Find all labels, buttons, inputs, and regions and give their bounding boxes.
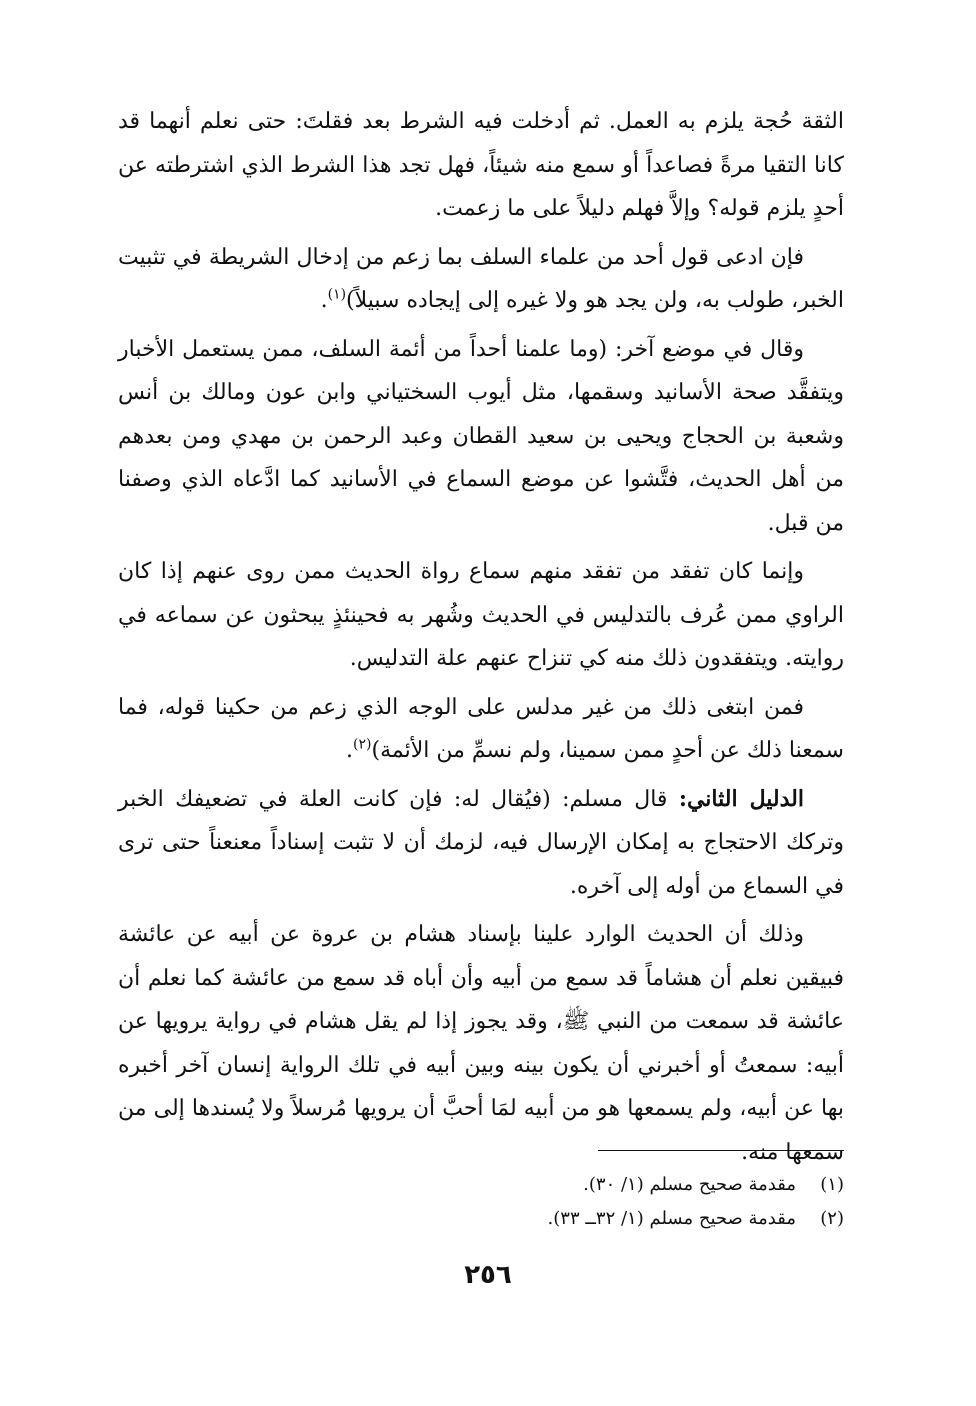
paragraph-5: فمن ابتغى ذلك من غير مدلس على الوجه الذي زعم من حكينا قوله، فما سمعنا ذلك عن أحدٍ ممن سمينا، ولم نسمِّ من الأئمة)$^{(٢)}$. xyxy=(118,694,844,763)
paragraph-4: وإنما كان تفقد من تفقد منهم سماع رواة الحديث ممن روى عنهم إذا كان الراوي ممن عُرف بالتدليس في الحديث وشُهر به فحينئذٍ يبحثون عن سماعه في روايته. ويتفقدون ذلك منه كي تنزاح عنهم علة التدليس. xyxy=(118,559,844,671)
footnote-2-number: (٢) xyxy=(820,1208,844,1229)
evidence-label: الدليل الثاني: xyxy=(678,785,804,812)
footnote-1-text: مقدمة صحيح مسلم (١/ ٣٠). xyxy=(583,1174,796,1195)
footnote-1-number: (١) xyxy=(820,1174,844,1195)
footnote-marker-1: (١) xyxy=(327,286,347,303)
paragraph-2: فإن ادعى قول أحد من علماء السلف بما زعم من إدخال الشريطة في تثبيت الخبر، طولب به، ولن يجد هو ولا غيره إلى إيجاده سبيلاً)$^{(١)}$. xyxy=(118,244,844,313)
page-number: ٢٥٦ xyxy=(464,1260,512,1290)
paragraph-6 xyxy=(118,778,844,909)
footnote-marker-2: (٢) xyxy=(353,736,372,753)
paragraph-6-text: قال مسلم: (فيُقال له: فإن كانت العلة في تضعيفك الخبر وتركك الاحتجاج به إمكان الإرسال فيه، لزمك أن لا تثبت إسناداً معنعناً حتى ترى في السماع من أوله إلى آخره. xyxy=(118,786,844,899)
main-text xyxy=(118,100,844,1179)
paragraph-3: وقال في موضع آخر: (وما علمنا أحداً من أئمة السلف، ممن يستعمل الأخبار ويتفقَّد صحة الأسانيد وسقمها، مثل أيوب السختياني وابن عون ومالك بن أنس وشعبة بن الحجاج ويحيى بن سعيد القطان وعبد الرحمن بن مهدي ومن بعدهم من أهل الحديث، فتَّشوا عن موضع السماع في الأسانيد كما ادَّعاه الذي وصفنا من قبل. xyxy=(118,336,844,536)
footnote-separator xyxy=(598,1150,844,1151)
paragraph-7: وذلك أن الحديث الوارد علينا بإسناد هشام بن عروة عن أبيه عن عائشة فبيقين نعلم أن هشاماً قد سمع من أبيه وأن أباه قد سمع من عائشة كما نعلم أن عائشة قد سمعت من النبي ﷺ، وقد يجوز إذا لم يقل هشام في رواية يرويها عن أبيه: سمعتُ أو أخبرني أن يكون بينه وبين أبيه في تلك الرواية إنسان آخر أخبره بها عن أبيه، ولم يسمعها هو من أبيه لمَا أحبَّ أن يرويها مُرسلاً ولا يُسندها إلى من سمعها منه. xyxy=(118,922,844,1165)
paragraph-2-text: فإن ادعى قول أحد من علماء السلف بما زعم من إدخال الشريطة في تثبيت الخبر، طولب به، ولن يجد هو ولا غيره إلى إيجاده سبيلاً) xyxy=(118,244,844,313)
paragraph-5-text: فمن ابتغى ذلك من غير مدلس على الوجه الذي زعم من حكينا قوله، فما سمعنا ذلك عن أحدٍ ممن سمينا، ولم نسمِّ من الأئمة) xyxy=(118,694,844,763)
footnote-2 xyxy=(118,1202,844,1236)
paragraph-1: الثقة حُجة يلزم به العمل. ثم أدخلت فيه الشرط بعد فقلتَ: حتى نعلم أنهما قد كانا التقيا مرةً فصاعداً أو سمع منه شيئاً، فهل تجد هذا الشرط الذي اشترطته عن أحدٍ يلزم قوله؟ وإلاَّ فهلم دليلاً على ما زعمت. xyxy=(118,109,844,221)
footnote-1 xyxy=(118,1168,844,1202)
footnotes xyxy=(118,1168,844,1236)
footnote-2-text: مقدمة صحيح مسلم (١/ ٣٢ــ ٣٣). xyxy=(547,1208,796,1229)
